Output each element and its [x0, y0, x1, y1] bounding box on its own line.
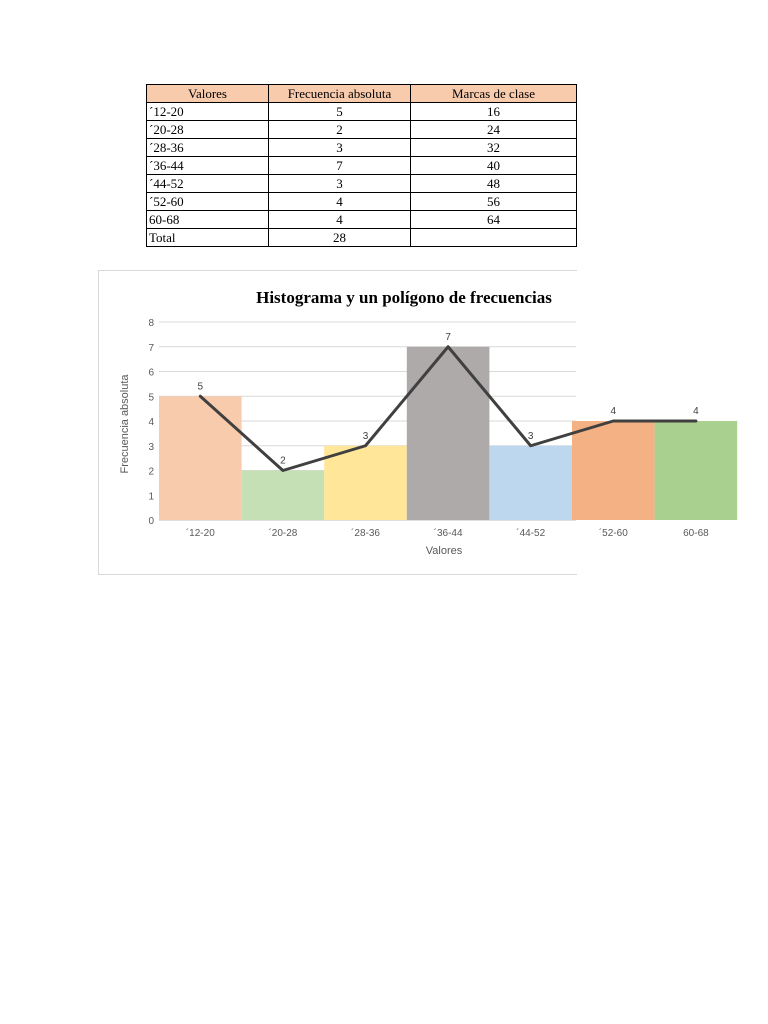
frequency-table — [146, 84, 577, 247]
cell-marca: 24 — [411, 121, 577, 139]
histogram-bar — [159, 396, 242, 520]
y-tick-label: 2 — [148, 466, 154, 478]
histogram-bar — [489, 446, 572, 520]
table-row — [147, 175, 577, 193]
histogram-bar — [324, 446, 407, 520]
cell-valores: ´12-20 — [147, 103, 269, 121]
cell-frecuencia: 4 — [269, 193, 411, 211]
cell-valores: ´52-60 — [147, 193, 269, 211]
cell-frecuencia: 3 — [269, 175, 411, 193]
table-row — [147, 139, 577, 157]
x-tick-label: 60-68 — [683, 528, 709, 539]
table-header-row — [147, 85, 577, 103]
y-tick-label: 3 — [148, 441, 154, 453]
y-tick-label: 8 — [148, 318, 154, 329]
cell-marca: 64 — [411, 211, 577, 229]
chart-area — [98, 270, 709, 575]
y-tick-label: 1 — [148, 491, 154, 503]
y-tick-label: 7 — [148, 342, 154, 354]
table-row — [147, 211, 577, 229]
x-tick-label: ´44-52 — [516, 528, 546, 539]
table-row — [147, 229, 577, 247]
y-tick-label: 4 — [148, 417, 154, 428]
cell-frecuencia: 28 — [269, 229, 411, 247]
x-tick-label: ´36-44 — [433, 528, 463, 539]
histogram-bar — [572, 421, 655, 520]
cell-marca — [411, 229, 577, 247]
cell-marca: 16 — [411, 103, 577, 121]
cell-valores: 60-68 — [147, 211, 269, 229]
x-tick-label: ´28-36 — [351, 528, 380, 539]
cell-marca: 48 — [411, 175, 577, 193]
histogram-bar — [242, 471, 325, 521]
table-row — [147, 103, 577, 121]
x-tick-label: ´20-28 — [268, 528, 298, 539]
data-label: 5 — [197, 381, 204, 393]
table-row — [147, 121, 577, 139]
cell-frecuencia: 7 — [269, 157, 411, 175]
cell-marca: 56 — [411, 193, 577, 211]
cell-frecuencia: 4 — [269, 211, 411, 229]
cell-frecuencia: 2 — [269, 121, 411, 139]
y-tick-label: 0 — [148, 516, 154, 527]
cell-valores: ´28-36 — [147, 139, 269, 157]
cell-marca: 40 — [411, 157, 577, 175]
cell-valores: ´20-28 — [147, 121, 269, 139]
histogram-chart — [99, 271, 709, 574]
cell-frecuencia: 3 — [269, 139, 411, 157]
histogram-bar — [407, 347, 490, 520]
table-row — [147, 193, 577, 211]
y-axis-title: Frecuencia absoluta — [119, 374, 131, 474]
data-label: 3 — [362, 430, 369, 442]
cell-valores: Total — [147, 229, 269, 247]
cell-frecuencia: 5 — [269, 103, 411, 121]
header-marcas-de-clase: Marcas de clase — [411, 85, 577, 103]
cell-marca: 32 — [411, 139, 577, 157]
y-tick-label: 6 — [148, 367, 154, 379]
data-label: 4 — [610, 406, 617, 417]
cell-valores: ´44-52 — [147, 175, 269, 193]
data-label: 2 — [280, 455, 286, 467]
header-valores: Valores — [147, 85, 269, 103]
x-axis-title: Valores — [425, 545, 463, 557]
x-tick-label: ´52-60 — [598, 528, 628, 539]
chart-title: Histograma y un polígono de frecuencias — [256, 288, 552, 307]
data-label: 7 — [445, 331, 451, 343]
table-row — [147, 157, 577, 175]
y-tick-label: 5 — [148, 392, 154, 404]
data-label: 3 — [527, 430, 534, 442]
data-label: 4 — [693, 406, 699, 417]
histogram-bar — [655, 421, 738, 520]
header-frecuencia-absoluta: Frecuencia absoluta — [269, 85, 411, 103]
cell-valores: ´36-44 — [147, 157, 269, 175]
x-tick-label: ´12-20 — [185, 528, 215, 539]
